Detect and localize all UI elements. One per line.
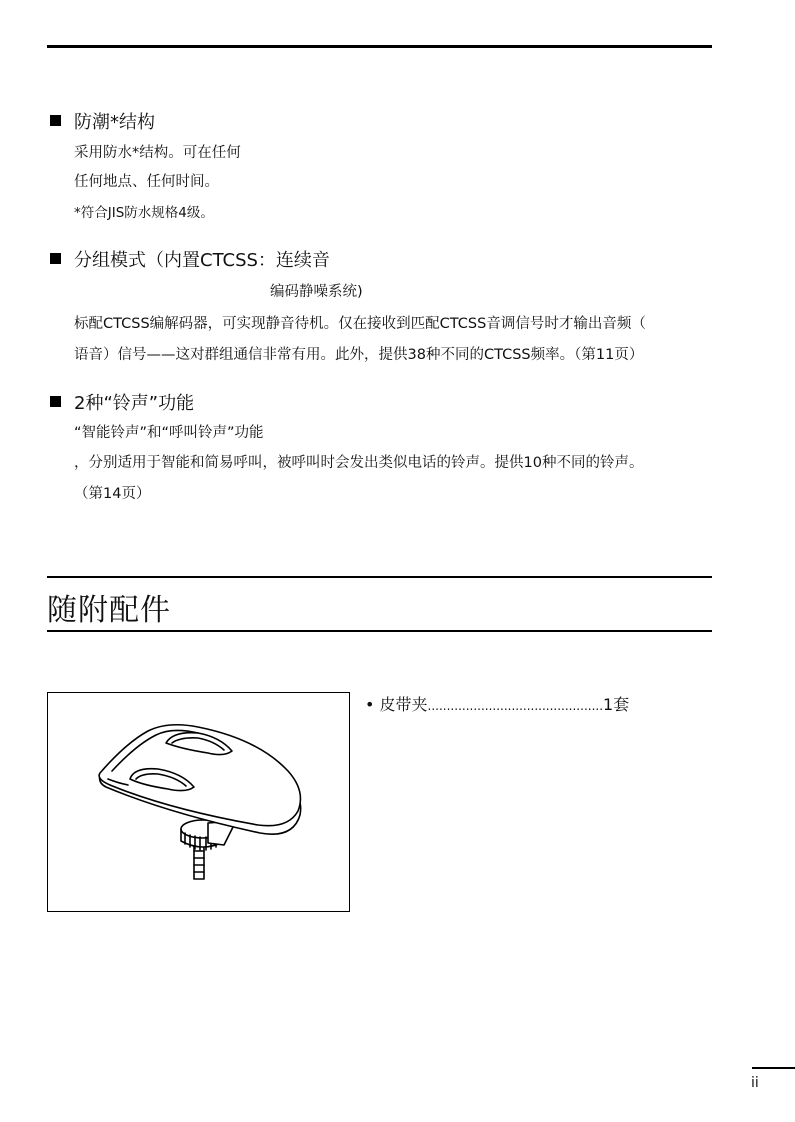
bullet-dot-icon: • bbox=[365, 695, 375, 714]
section-title: 随附配件 bbox=[47, 593, 171, 628]
feature-line: 标配CTCSS编解码器，可实现静音待机。仅在接收到匹配CTCSS音调信号时才输出音频（ bbox=[74, 316, 646, 332]
feature-line: 语音）信号——这对群组通信非常有用。此外，提供38种不同的CTCSS频率。（第11页） bbox=[74, 347, 644, 363]
square-bullet-icon bbox=[50, 253, 61, 264]
section-top-rule bbox=[47, 576, 712, 578]
leader-dots: .............................................. bbox=[427, 699, 604, 713]
section-bottom-rule bbox=[47, 630, 712, 632]
page-number-rule bbox=[752, 1067, 795, 1069]
feature-line: 采用防水*结构。可在任何 bbox=[74, 145, 241, 161]
page-number: ii bbox=[751, 1075, 759, 1091]
feature-title: 防潮*结构 bbox=[74, 112, 155, 133]
top-rule bbox=[47, 45, 712, 48]
feature-footnote: *符合JIS防水规格4级。 bbox=[74, 205, 214, 221]
feature-line: ，分别适用于智能和简易呼叫，被呼叫时会发出类似电话的铃声。提供10种不同的铃声。 bbox=[74, 455, 644, 471]
belt-clip-icon bbox=[48, 693, 349, 911]
feature-title: 2种“铃声”功能 bbox=[74, 393, 195, 414]
accessory-item bbox=[365, 694, 629, 717]
feature-line: 任何地点、任何时间。 bbox=[74, 174, 219, 190]
accessory-quantity: 1套 bbox=[603, 695, 630, 714]
square-bullet-icon bbox=[50, 396, 61, 407]
feature-line: “智能铃声”和“呼叫铃声”功能 bbox=[74, 425, 264, 441]
square-bullet-icon bbox=[50, 115, 61, 126]
feature-title-continued: 编码静噪系统) bbox=[270, 284, 363, 300]
feature-line: （第14页） bbox=[74, 486, 151, 502]
accessory-label: 皮带夹 bbox=[379, 695, 428, 714]
feature-title: 分组模式（内置CTCSS：连续音 bbox=[74, 250, 330, 271]
belt-clip-illustration bbox=[47, 692, 350, 912]
